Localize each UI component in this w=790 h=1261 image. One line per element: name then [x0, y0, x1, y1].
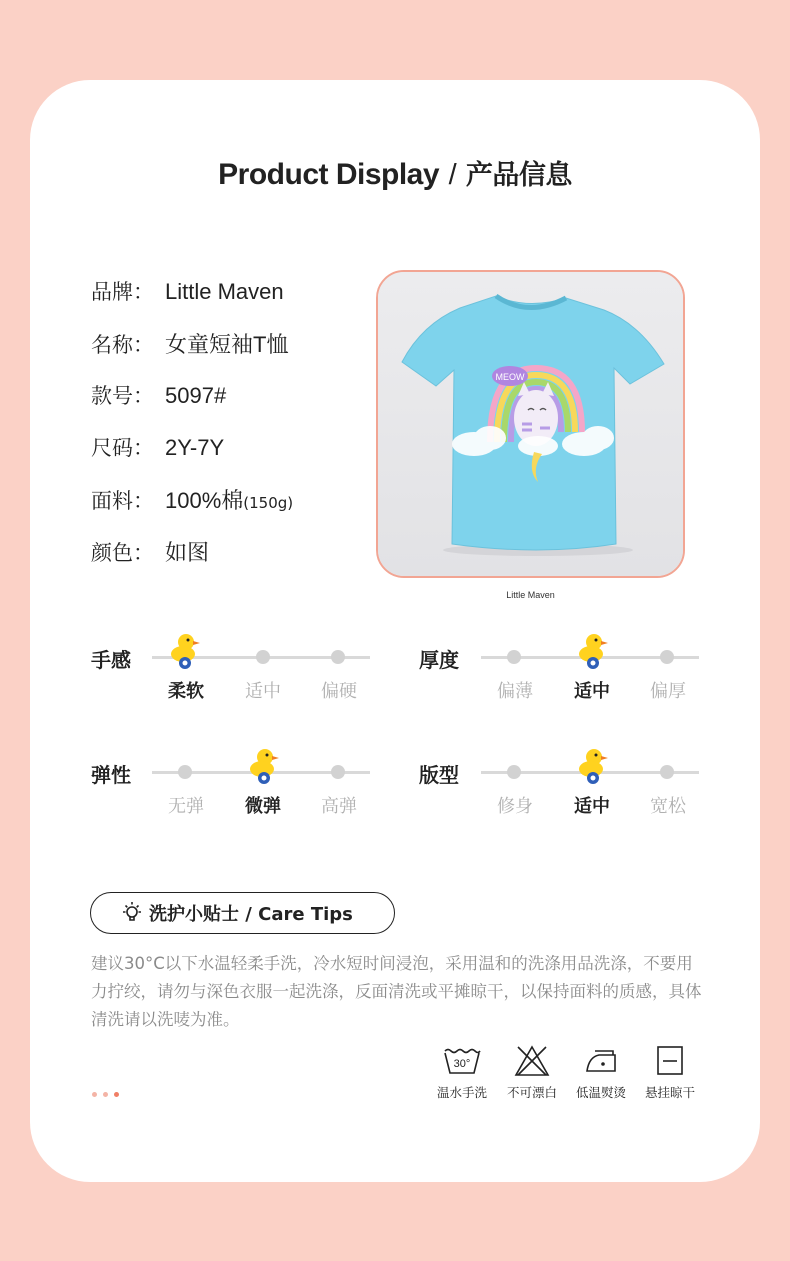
info-value: 5097# — [165, 383, 227, 408]
info-value: 如图 — [165, 540, 210, 565]
scale-option-selected: 适中 — [574, 681, 610, 702]
info-row-brand — [91, 276, 284, 306]
scale-option: 高弹 — [321, 796, 357, 817]
info-key: 颜色： — [91, 541, 154, 565]
care-tips-badge — [90, 892, 395, 934]
care-hang-dry — [635, 1045, 705, 1101]
scale-dot — [660, 650, 674, 664]
care-no-bleach — [497, 1045, 567, 1101]
info-row-style-no — [91, 380, 226, 410]
scale-option: 适中 — [245, 681, 281, 702]
scale-label-fit: 版型 — [419, 763, 459, 787]
info-key: 名称： — [91, 333, 154, 357]
scale-option-selected: 微弹 — [245, 796, 281, 817]
tshirt-image — [378, 272, 683, 576]
scale-option: 偏薄 — [497, 681, 533, 702]
hand-wash-30-icon — [442, 1045, 482, 1077]
info-key: 品牌： — [91, 280, 154, 304]
info-note: (150g) — [243, 494, 294, 512]
scale-dot — [331, 765, 345, 779]
care-label: 不可漂白 — [506, 1085, 557, 1100]
photo-caption: Little Maven — [506, 590, 555, 600]
info-value: 100%棉 — [165, 488, 244, 513]
scale-label-elasticity: 弹性 — [91, 763, 131, 787]
lightbulb-icon — [121, 901, 143, 925]
scale-option: 偏厚 — [650, 681, 686, 702]
page-dots — [92, 1092, 119, 1097]
product-photo — [376, 270, 685, 578]
duck-marker-icon — [576, 747, 610, 785]
info-row-size — [91, 432, 224, 462]
scale-label-feel: 手感 — [91, 648, 131, 672]
scale-option-selected: 适中 — [574, 796, 610, 817]
no-bleach-icon — [512, 1045, 552, 1077]
scale-option: 偏硬 — [321, 681, 357, 702]
care-tips-text: 建议30°C以下水温轻柔手洗，冷水短时间浸泡，采用温和的洗涤用品洗涤，不要用力拧绞，请勿与深色衣服一起洗涤，反面清洗或平摊晾干，以保持面料的质感，具体清洗请以洗唛为准。 — [91, 954, 702, 1029]
scale-dot — [660, 765, 674, 779]
info-value: 女童短袖T恤 — [165, 332, 289, 357]
title-zh: 产品信息 — [465, 160, 572, 191]
scale-option-selected: 柔软 — [168, 681, 204, 702]
info-value: 2Y-7Y — [165, 435, 225, 460]
info-key: 款号： — [91, 384, 154, 408]
care-tips-title: 洗护小贴士 / Care Tips — [149, 904, 353, 925]
duck-marker-icon — [247, 747, 281, 785]
info-row-fabric — [91, 484, 293, 515]
care-hand-wash — [427, 1045, 497, 1101]
scale-dot — [507, 765, 521, 779]
scale-dot — [507, 650, 521, 664]
care-label: 悬挂晾干 — [644, 1085, 695, 1100]
scale-dot — [256, 650, 270, 664]
title-separator: / — [448, 159, 457, 191]
info-row-name — [91, 328, 288, 359]
info-row-color — [91, 536, 209, 567]
care-low-iron — [566, 1045, 636, 1101]
hang-dry-icon — [650, 1045, 690, 1077]
care-label: 温水手洗 — [436, 1085, 487, 1100]
wash-temp: 30° — [453, 1058, 471, 1070]
low-iron-icon — [581, 1045, 621, 1077]
care-label: 低温熨烫 — [575, 1085, 626, 1100]
bubble-text: MEOW — [495, 372, 525, 382]
info-key: 尺码： — [91, 436, 154, 460]
scale-option: 无弹 — [168, 796, 204, 817]
scale-option: 修身 — [497, 796, 533, 817]
scale-label-thickness: 厚度 — [419, 648, 459, 672]
page-title — [0, 153, 790, 192]
title-en: Product Display — [218, 158, 440, 191]
duck-marker-icon — [576, 632, 610, 670]
duck-marker-icon — [168, 632, 202, 670]
info-value: Little Maven — [165, 279, 284, 304]
scale-dot — [331, 650, 345, 664]
scale-dot — [178, 765, 192, 779]
scale-option: 宽松 — [650, 796, 686, 817]
info-key: 面料： — [91, 489, 154, 513]
